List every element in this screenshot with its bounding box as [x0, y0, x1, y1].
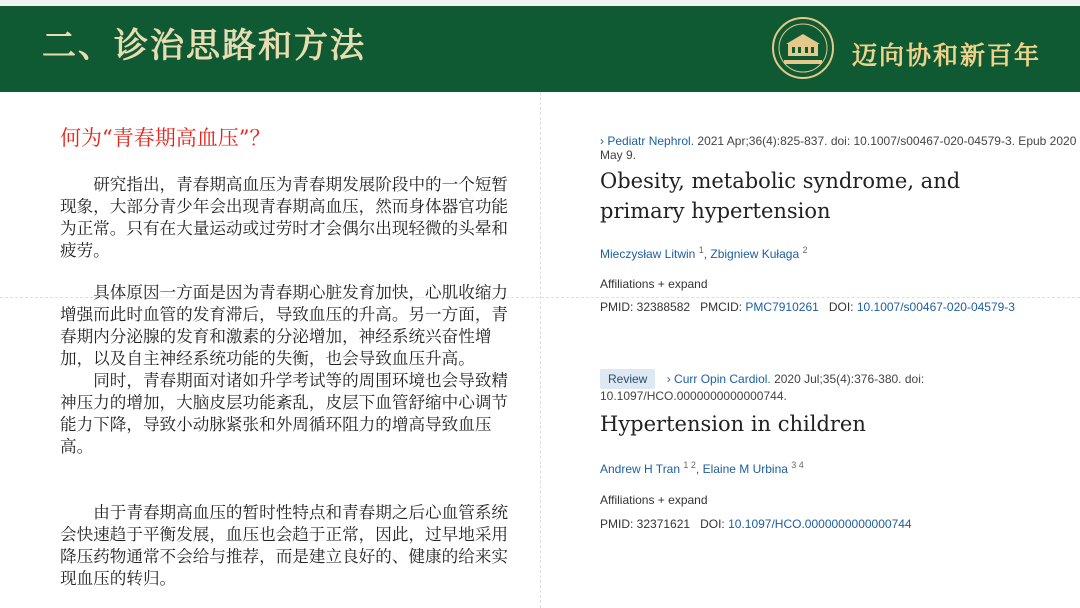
article-2-doi-label: DOI:: [700, 517, 725, 531]
paragraph-4: [60, 502, 524, 590]
article-2-author-1[interactable]: Andrew H Tran: [600, 462, 681, 476]
article-1-pmid: PMID: 32388582: [600, 300, 691, 314]
paragraph-2-text: 具体原因一方面是因为青春期心脏发育加快，心肌收缩力增强而此时血管的发育滞后，导致血压的升高。另一方面，青春期内分泌腺的发育和激素的分泌增加，神经系统兴奋性增加，以及自主神经系统功能的失衡，也会导致血压升高。: [60, 283, 509, 368]
header-banner: [0, 0, 1080, 92]
hospital-slogan: 迈向协和新百年: [852, 41, 1042, 70]
article-1-authors: Mieczysław Litwin $^1$, Zbigniew Kułaga $^2$: [600, 245, 808, 261]
article-1-journal-link[interactable]: Pediatr Nephrol.: [607, 134, 695, 148]
article-1-identifiers: [600, 300, 1015, 314]
article-2-title[interactable]: Hypertension in children: [600, 412, 866, 436]
article-2-pmid: PMID: 32371621: [600, 517, 691, 531]
article-2-affiliations-toggle[interactable]: Affiliations + expand: [600, 493, 708, 507]
article-1-author-2-sup[interactable]: 2: [802, 245, 808, 255]
article-2-citation-text: 2020 Jul;35(4):376-380. doi: 10.1097/HCO.0000000000000744.: [600, 372, 925, 403]
article-1-author-2[interactable]: Zbigniew Kułaga: [710, 247, 800, 261]
article-1-doi-link[interactable]: 10.1007/s00467-020-04579-3: [856, 300, 1015, 314]
article-1-pmcid-label: PMCID:: [700, 300, 743, 314]
chevron-right-icon: ›: [666, 372, 671, 386]
paragraph-3-text: 同时，青春期面对诸如升学考试等的周围环境也会导致精神压力的增加，大脑皮层功能紊乱，皮层下血管舒缩中心调节能力下降，导致小动脉紧张和外周循环阻力的增高导致血压高。: [60, 371, 509, 456]
article-2-identifiers: [600, 517, 912, 531]
question-heading: 何为“青春期高血压”？: [60, 126, 271, 150]
article-1-doi-label: DOI:: [828, 300, 854, 314]
chevron-right-icon: ›: [600, 134, 604, 148]
article-1-author-1-sup[interactable]: 1: [698, 245, 704, 255]
paragraph-1: [60, 174, 524, 262]
article-1-citation: [600, 134, 1080, 162]
article-2-doi-link[interactable]: 10.1097/HCO.0000000000000744: [728, 517, 912, 531]
paragraph-1-text: 研究指出，青春期高血压为青春期发展阶段中的一个短暂现象，大部分青少年会出现青春期高血压，然而身体器官功能为正常。只有在大量运动或过劳时才会偶尔出现轻微的头晕和疲劳。: [60, 175, 509, 260]
article-2-citation: [600, 369, 1080, 403]
section-title: 二、诊治思路和方法: [42, 26, 366, 66]
article-2-journal-link[interactable]: Curr Opin Cardiol.: [674, 372, 771, 386]
article-2-review-badge: Review: [600, 369, 655, 389]
hospital-logo-icon: [768, 16, 838, 80]
article-2-author-2[interactable]: Elaine M Urbina: [702, 462, 788, 476]
article-1-citation-text: 2021 Apr;36(4):825-837. doi: 10.1007/s00467-020-04579-3. Epub 2020 May 9.: [600, 134, 1077, 162]
article-2-author-2-sup[interactable]: 3 4: [791, 460, 804, 470]
article-1-author-1[interactable]: Mieczysław Litwin: [600, 247, 696, 261]
article-1-pmcid-link[interactable]: PMC7910261: [745, 300, 819, 314]
article-2-author-1-sup[interactable]: 1 2: [683, 460, 696, 470]
article-1-affiliations-toggle[interactable]: Affiliations + expand: [600, 277, 708, 291]
paragraph-4-text: 由于青春期高血压的暂时性特点和青春期之后心血管系统会快速趋于平衡发展，血压也会趋于正常，因此，过早地采用降压药物通常不会给与推荐，而是建立良好的、健康的给来实现血压的转归。: [60, 503, 509, 588]
paragraph-2: [60, 282, 524, 458]
article-2-authors: Andrew H Tran $^{1 2}$, Elaine M Urbina $^{3 4}$: [600, 460, 804, 476]
header-top-stripe: [0, 0, 1080, 6]
article-1-title[interactable]: Obesity, metabolic syndrome, and primary hypertension: [600, 169, 961, 223]
center-divider: [540, 92, 541, 608]
